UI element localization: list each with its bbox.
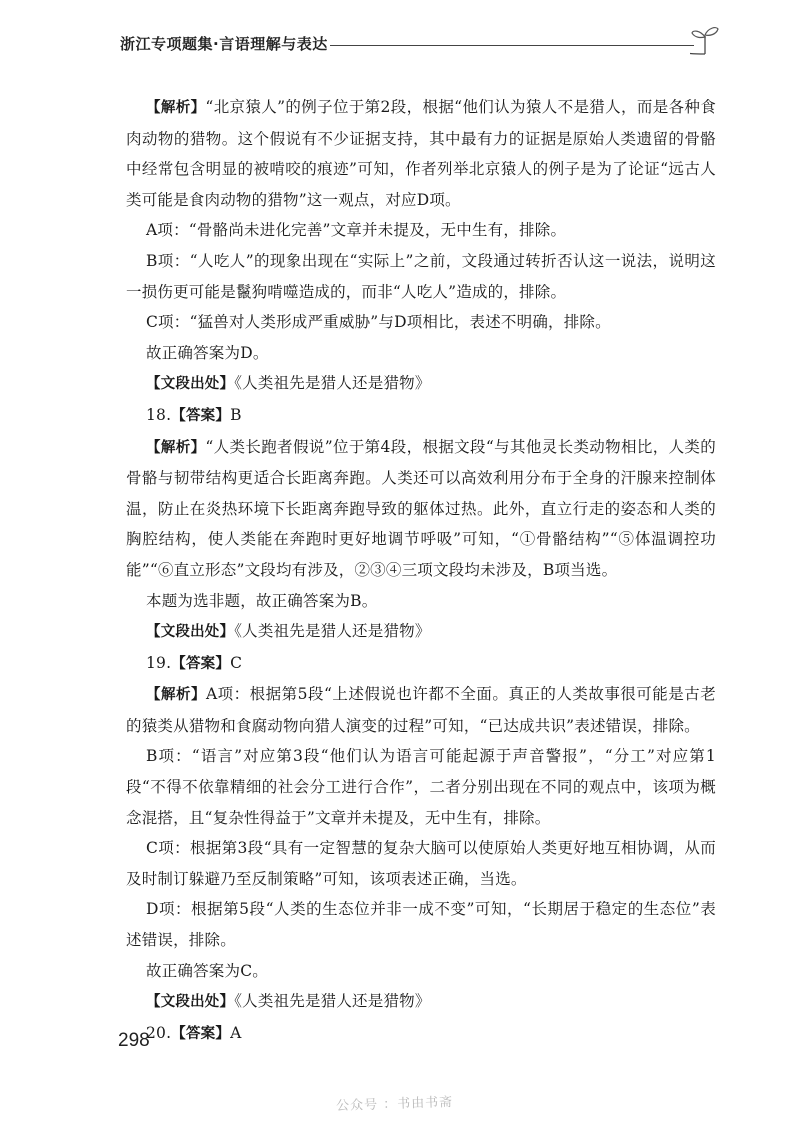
q18-analysis xyxy=(126,432,716,586)
source-text: 《人类祖先是猎人还是猎物》 xyxy=(234,622,431,641)
answer-explanations xyxy=(126,92,716,1049)
analysis-label: 【解析】 xyxy=(146,439,206,456)
header-rule xyxy=(330,45,694,46)
source-label: 【文段出处】 xyxy=(146,376,235,393)
source-label: 【文段出处】 xyxy=(146,624,235,641)
analysis-label: 【解析】 xyxy=(146,687,206,704)
analysis-text: “人类长跑者假说”位于第4段，根据文段“与其他灵长类动物相比，人类的骨骼与韧带结构更适合长距离奔跑。人类还可以高效利用分布于全身的汗腺来控制体温，防止在炎热环境下长距离奔跑导致的躯体过热。此外，直立行走的姿态和人类的胸腔结构，使人类能在奔跑时更好地调节呼吸”可知，“①骨骼结构”“⑤体温调控功能”“⑥直立形态”文段均有涉及，②③④三项文段均未涉及，B项当选。 xyxy=(126,437,716,579)
q19-answer xyxy=(126,648,716,680)
q18-answer xyxy=(126,400,716,432)
q17-option-c: C项：“猛兽对人类形成严重威胁”与D项相比，表述不明确，排除。 xyxy=(146,313,611,332)
q19-analysis xyxy=(126,679,716,741)
q17-option-b: B项：“人吃人”的现象出现在“实际上”之前，文段通过转折否认这一说法，说明这一损伤更可能是鬣狗啃噬造成的，而非“人吃人”造成的，排除。 xyxy=(126,251,716,301)
watermark: 公众号 ：书由书斋 xyxy=(335,1094,454,1115)
answer-label: 【答案】 xyxy=(171,655,231,672)
q17-option-a: A项：“骨骼尚未进化完善”文章并未提及，无中生有，排除。 xyxy=(146,221,567,240)
q17-source xyxy=(126,368,716,400)
analysis-label: 【解析】 xyxy=(146,100,206,116)
sprout-icon xyxy=(690,24,720,56)
q19-conclusion: 故正确答案为C。 xyxy=(146,961,268,980)
answer-label: 【答案】 xyxy=(171,407,231,424)
page-number: 298 xyxy=(118,1030,150,1051)
answer-value: C xyxy=(230,653,243,672)
answer-value: A xyxy=(230,1023,242,1042)
q18-conclusion: 本题为选非题，故正确答案为B。 xyxy=(146,591,378,610)
analysis-text: “北京猿人”的例子位于第2段，根据“他们认为猿人不是猎人，而是各种食肉动物的猎物。这个假说有不少证据支持，其中最有力的证据是原始人类遗留的骨骼中经常包含明显的被啃咬的痕迹”可知，作者列举北京猿人的例子是为了论证“远古人类可能是食肉动物的猎物”这一观点，对应D项。 xyxy=(126,98,716,209)
q19-option-d: D项：根据第5段“人类的生态位并非一成不变”可知，“长期居于稳定的生态位”表述错误，排除。 xyxy=(126,900,716,950)
analysis-text: A项：根据第5段“上述假说也许都不全面。真正的人类故事很可能是古老的猿类从猎物和食腐动物向猎人演变的过程”可知，“已达成共识”表述错误，排除。 xyxy=(126,685,716,735)
q18-source xyxy=(126,616,716,648)
question-number: 19. xyxy=(146,653,172,672)
q17-analysis xyxy=(126,92,716,215)
q19-source xyxy=(126,986,716,1018)
header-title: 浙江专项题集·言语理解与表达 xyxy=(120,34,336,54)
question-number: 18. xyxy=(146,405,172,424)
q19-option-c: C项：根据第3段“具有一定智慧的复杂大脑可以使原始人类更好地互相协调，从而及时制订躲避乃至反制策略”可知，该项表述正确，当选。 xyxy=(126,839,716,888)
source-text: 《人类祖先是猎人还是猎物》 xyxy=(234,374,431,393)
question-number: 20. xyxy=(146,1023,172,1042)
q20-answer xyxy=(126,1018,716,1050)
answer-label: 【答案】 xyxy=(171,1025,231,1042)
q19-option-b: B项：“语言”对应第3段“他们认为语言可能起源于声音警报”，“分工”对应第1段“不得不依靠精细的社会分工进行合作”，二者分别出现在不同的观点中，该项为概念混搭，且“复杂性得益于”文章并未提及，无中生有，排除。 xyxy=(126,747,716,827)
source-label: 【文段出处】 xyxy=(146,994,235,1011)
answer-value: B xyxy=(230,405,242,424)
q17-conclusion: 故正确答案为D。 xyxy=(146,343,269,362)
running-header xyxy=(120,34,720,58)
source-text: 《人类祖先是猎人还是猎物》 xyxy=(234,992,431,1011)
